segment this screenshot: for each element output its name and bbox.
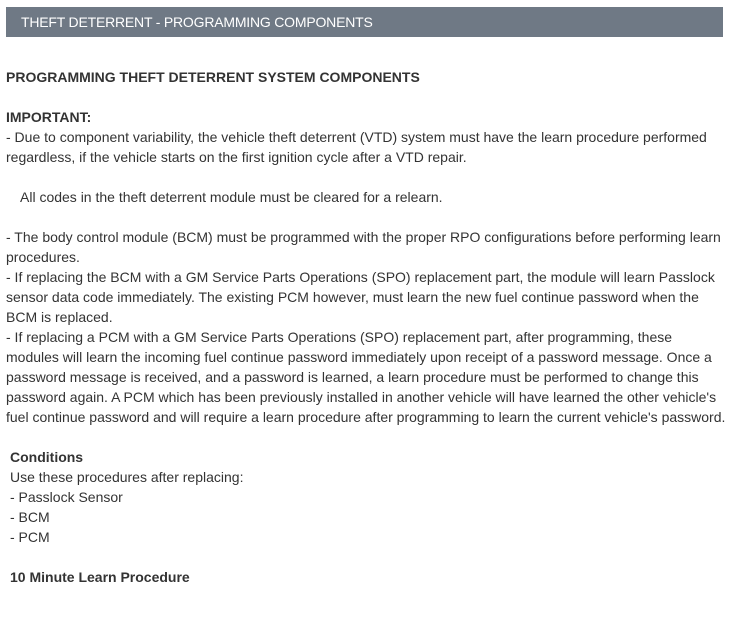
procedure-title: 10 Minute Learn Procedure bbox=[10, 569, 190, 585]
item-bcm-program: - The body control module (BCM) must be programmed with the proper RPO configurations before performing learn procedures. bbox=[6, 229, 721, 265]
important-label: IMPORTANT: bbox=[6, 109, 92, 125]
important-item-1: - Due to component variability, the vehicle theft deterrent (VTD) system must have the learn procedure performed regardless, if the vehicle starts on the first ignition cycle after a VTD repair. bbox=[6, 129, 707, 165]
conditions-item-passlock: - Passlock Sensor bbox=[10, 489, 123, 505]
conditions-intro: Use these procedures after replacing: bbox=[10, 469, 244, 485]
section-title: PROGRAMMING THEFT DETERRENT SYSTEM COMPONENTS bbox=[6, 69, 420, 85]
item-bcm-replace: - If replacing the BCM with a GM Service Parts Operations (SPO) replacement part, the module will learn Passlock sensor data code immediately. The existing PCM however, must learn the new fuel continue password when the BCM is replaced. bbox=[6, 269, 715, 325]
document-body bbox=[6, 67, 728, 587]
item-pcm-replace: - If replacing a PCM with a GM Service Parts Operations (SPO) replacement part, after programming, these modules will learn the incoming fuel continue password immediately upon receipt of a password message. Once a password message is received, and a password is learned, a learn procedure must be performed to change this password again. A PCM which has been previously installed in another vehicle will have learned the other vehicle's fuel continue password and will require a learn procedure after programming to learn the current vehicle's password. bbox=[6, 329, 726, 425]
conditions-title: Conditions bbox=[10, 449, 84, 465]
conditions-item-pcm: - PCM bbox=[10, 529, 50, 545]
important-note: All codes in the theft deterrent module must be cleared for a relearn. bbox=[20, 189, 443, 205]
section-header-bar bbox=[6, 7, 723, 37]
section-header-title: THEFT DETERRENT - PROGRAMMING COMPONENTS bbox=[21, 14, 373, 30]
conditions-item-bcm: - BCM bbox=[10, 509, 50, 525]
